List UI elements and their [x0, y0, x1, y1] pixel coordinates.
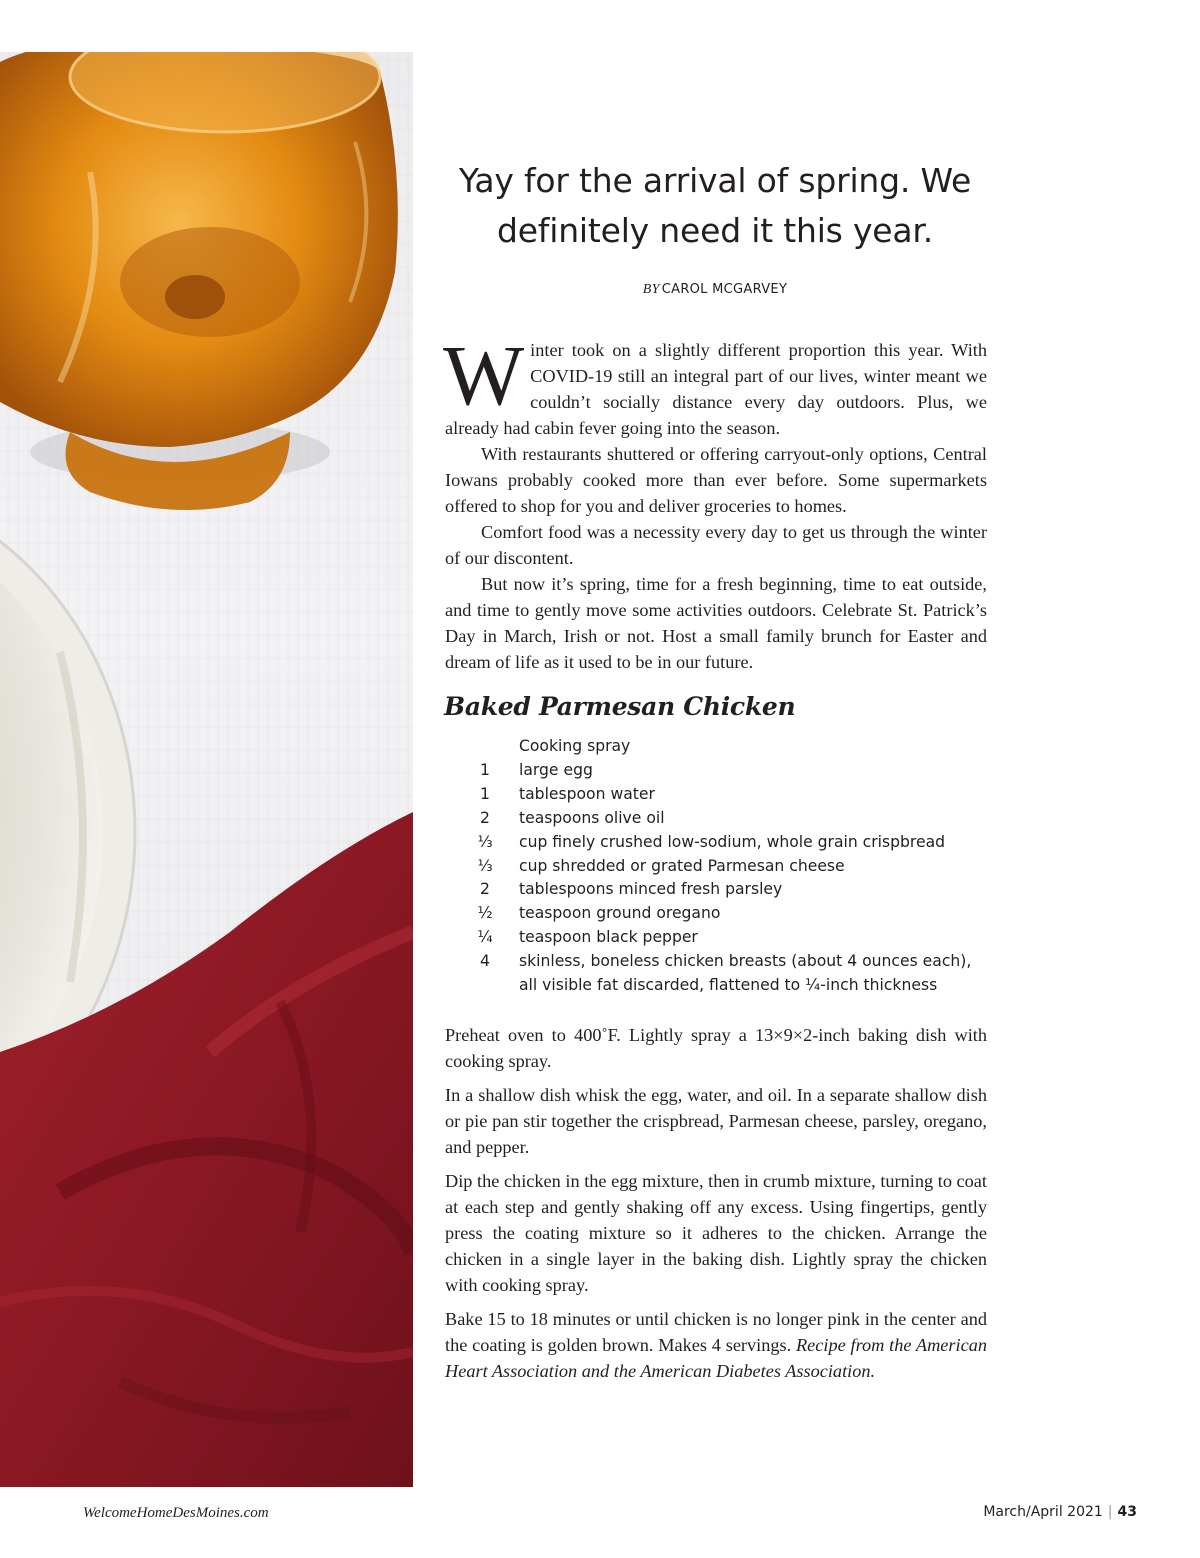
ingredient-qty: ⅓ — [477, 832, 493, 851]
ingredient-item: cup finely crushed low-sodium, whole grain crispbread — [519, 832, 946, 851]
recipe-title: Baked Parmesan Chicken — [444, 692, 796, 721]
ingredient-row — [470, 950, 990, 974]
ingredient-item: cup shredded or grated Parmesan cheese — [519, 856, 845, 875]
food-photo — [0, 52, 413, 1487]
ingredient-list — [470, 735, 990, 998]
ingredient-qty: 1 — [480, 760, 490, 779]
ingredient-row — [470, 855, 990, 879]
ingredient-row — [470, 807, 990, 831]
ingredient-qty — [470, 735, 500, 759]
ingredient-row — [470, 926, 990, 950]
page-number: 43 — [1117, 1504, 1137, 1520]
recipe-directions — [445, 1022, 987, 1392]
ingredient-item: all visible fat discarded, flattened to ¼-inch thickness — [519, 976, 938, 995]
ingredient-qty: 4 — [480, 952, 490, 971]
footer-issue — [983, 1504, 1137, 1520]
ingredient-item: teaspoon black pepper — [519, 928, 698, 947]
ingredient-item: large egg — [519, 760, 593, 779]
drop-cap: W — [443, 327, 525, 423]
intro-paragraph: But now it’s spring, time for a fresh beginning, time to eat outside, and time to gently move some activities outdoors. Celebrate St. Patrick’s Day in March, Irish or not. Host a small family brunch for Easter and dream of life as it used to be in our future. — [445, 574, 987, 672]
intro-text — [443, 327, 987, 675]
headline: Yay for the arrival of spring. We definitely need it this year. — [458, 161, 972, 250]
footer-website: WelcomeHomeDesMoines.com — [83, 1505, 269, 1521]
ingredient-row — [470, 902, 990, 926]
ingredient-row — [470, 735, 990, 759]
ingredient-qty: 2 — [480, 808, 490, 827]
ingredient-item: teaspoon ground oregano — [519, 904, 721, 923]
ingredient-qty: 2 — [480, 880, 490, 899]
recipe-credit: Recipe from the American Heart Association and the American Diabetes Association. — [445, 1335, 987, 1381]
ingredient-row — [470, 783, 990, 807]
ingredient-qty — [470, 974, 500, 998]
photo-illustration — [0, 52, 413, 1487]
ingredient-item: Cooking spray — [519, 737, 631, 755]
ingredient-item: skinless, boneless chicken breasts (about 4 ounces each), — [519, 952, 972, 971]
ingredient-qty: ½ — [477, 904, 493, 923]
byline — [445, 282, 985, 298]
ingredient-qty: ⅓ — [477, 856, 493, 875]
issue-date: March/April 2021 — [983, 1504, 1103, 1520]
byline-prefix: BY — [642, 282, 660, 297]
intro-paragraph: Winter took on a slightly different proportion this year. With COVID-19 still an integral part of our lives, winter meant we couldn’t socially distance every day outdoors. Plus, we already had cabin fever going into the season. — [443, 327, 987, 438]
ingredient-row — [470, 831, 990, 855]
ingredient-item: teaspoons olive oil — [519, 808, 665, 827]
direction-step: In a shallow dish whisk the egg, water, and oil. In a separate shallow dish or pie pan stir together the crispbread, Parmesan cheese, parsley, oregano, and pepper. — [445, 1085, 987, 1157]
ingredient-item: tablespoon water — [519, 784, 655, 803]
ingredient-row — [470, 759, 990, 783]
footer-separator: | — [1107, 1504, 1113, 1520]
ingredient-row — [470, 878, 990, 902]
intro-paragraph: With restaurants shuttered or offering carryout-only options, Central Iowans probably cooked more than ever before. Some supermarkets offered to shop for you and deliver groceries to homes. — [445, 444, 987, 516]
direction-step: Dip the chicken in the egg mixture, then in crumb mixture, turning to coat at each step and gently shaking off any excess. Using fingertips, gently press the coating mixture so it adheres to the chicken. Arrange the chicken in a single layer in the baking dish. Lightly spray the chicken with cooking spray. — [445, 1171, 987, 1295]
ingredient-qty: 1 — [480, 784, 490, 803]
direction-step: Preheat oven to 400˚F. Lightly spray a 13×9×2-inch baking dish with cooking spray. — [445, 1025, 987, 1071]
ingredient-item: tablespoons minced fresh parsley — [519, 880, 783, 899]
intro-paragraph: Comfort food was a necessity every day to get us through the winter of our discontent. — [445, 522, 987, 568]
direction-step: Bake 15 to 18 minutes or until chicken is no longer pink in the center and the coating is golden brown. Makes 4 servings. Recipe from the American Heart Association and the American Diabetes Association. — [445, 1309, 987, 1381]
byline-author: CAROL MCGARVEY — [661, 282, 788, 297]
ingredient-row — [470, 974, 990, 998]
ingredient-qty: ¼ — [477, 928, 493, 947]
